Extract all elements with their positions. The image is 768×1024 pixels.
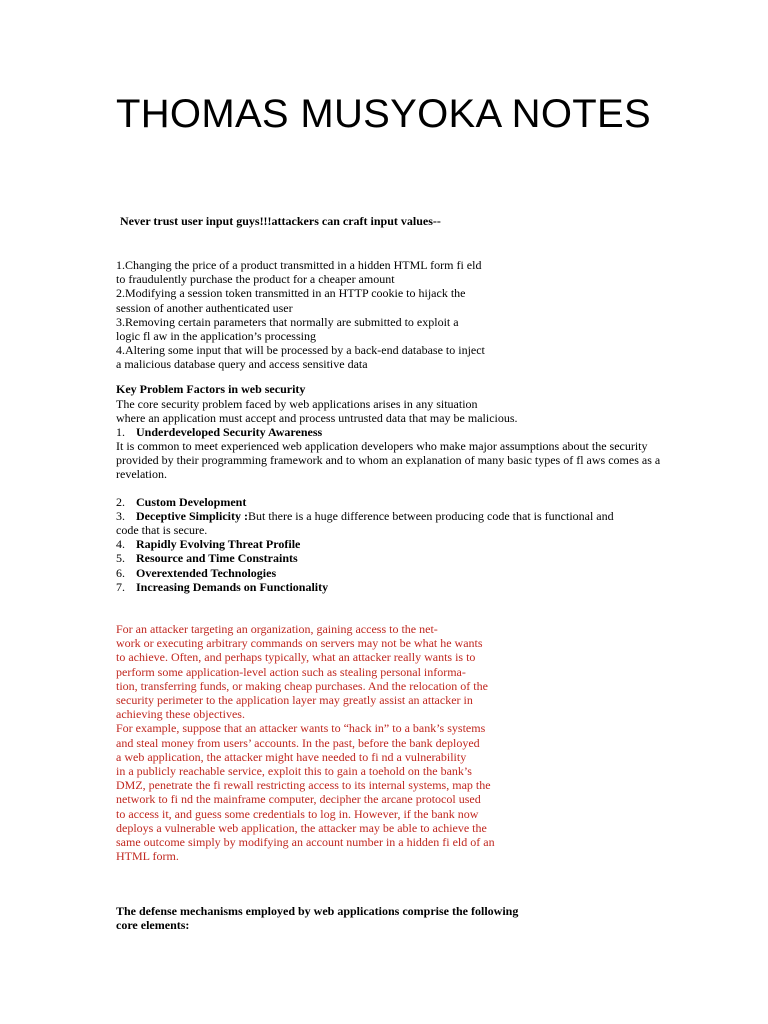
list-line: 3.Removing certain parameters that normally are submitted to exploit a bbox=[116, 314, 459, 329]
factor-4 bbox=[116, 537, 300, 551]
factor-number: 4. bbox=[116, 537, 125, 551]
list-line: 2.Modifying a session token transmitted in an HTTP cookie to hijack the bbox=[116, 286, 466, 301]
list-line: 4.Altering some input that will be processed by a back-end database to inject bbox=[116, 343, 485, 358]
paragraph-line: to access it, and guess some credentials to log in. However, if the bank now bbox=[116, 806, 479, 821]
paragraph-line: deploys a vulnerable web application, the attacker may be able to achieve the bbox=[116, 820, 487, 835]
factor-number: 3. bbox=[116, 509, 125, 523]
key-problems-heading: Key Problem Factors in web security bbox=[116, 382, 306, 396]
heading-line: The defense mechanisms employed by web applications comprise the following bbox=[116, 904, 519, 918]
key-problems-description bbox=[116, 397, 518, 425]
factor-label: Custom Development bbox=[136, 495, 247, 509]
factor-number: 7. bbox=[116, 580, 125, 594]
factor-7 bbox=[116, 580, 328, 594]
page-title: THOMAS MUSYOKA NOTES bbox=[116, 92, 651, 136]
paragraph-line: HTML form. bbox=[116, 849, 179, 864]
paragraph-line: and steal money from users’ accounts. In the past, before the bank deployed bbox=[116, 735, 480, 750]
paragraph-line: same outcome simply by modifying an account number in a hidden fi eld of an bbox=[116, 835, 495, 850]
factor-number: 2. bbox=[116, 495, 125, 509]
paragraph-line: For example, suppose that an attacker wants to “hack in” to a bank’s systems bbox=[116, 721, 486, 736]
paragraph-line: network to fi nd the mainframe computer, decipher the arcane protocol used bbox=[116, 792, 481, 807]
input-attacks-list bbox=[116, 258, 485, 372]
factor-1 bbox=[116, 425, 322, 439]
paragraph-line: a web application, the attacker might have needed to fi nd a vulnerability bbox=[116, 749, 467, 764]
factor-label: Increasing Demands on Functionality bbox=[136, 580, 329, 594]
factor-3-continuation: code that is secure. bbox=[116, 523, 208, 537]
list-line: to fraudulently purchase the product for a cheaper amount bbox=[116, 272, 395, 287]
heading-line: core elements: bbox=[116, 918, 190, 933]
factor-2 bbox=[116, 495, 246, 509]
factor-label: Deceptive Simplicity : bbox=[136, 509, 248, 523]
paragraph-line: work or executing arbitrary commands on servers may not be what he wants bbox=[116, 636, 483, 651]
factor-number: 6. bbox=[116, 566, 125, 580]
factor-5 bbox=[116, 551, 298, 565]
paragraph-line: tion, transferring funds, or making cheap purchases. And the relocation of the bbox=[116, 678, 488, 693]
paragraph-line: achieving these objectives. bbox=[116, 707, 245, 722]
attacker-paragraph bbox=[116, 622, 495, 863]
list-line: session of another authenticated user bbox=[116, 300, 293, 315]
paragraph-line: to achieve. Often, and perhaps typically, what an attacker really wants is to bbox=[116, 650, 476, 665]
paragraph-line: perform some application-level action such as stealing personal informa- bbox=[116, 664, 466, 679]
paragraph-line: For an attacker targeting an organization, gaining access to the net- bbox=[116, 622, 438, 636]
description-line: The core security problem faced by web applications arises in any situation bbox=[116, 397, 478, 411]
factor-3 bbox=[116, 509, 614, 523]
paragraph-line: security perimeter to the application layer may greatly assist an attacker in bbox=[116, 693, 473, 708]
factor-number: 1. bbox=[116, 425, 125, 439]
list-line: 1.Changing the price of a product transmitted in a hidden HTML form fi eld bbox=[116, 258, 482, 272]
paragraph-line: DMZ, penetrate the fi rewall restricting access to its internal systems, map the bbox=[116, 778, 491, 793]
factor-6 bbox=[116, 566, 276, 580]
factor-text: But there is a huge difference between producing code that is functional and bbox=[247, 509, 614, 523]
list-line: a malicious database query and access sensitive data bbox=[116, 357, 368, 372]
factor-label: Underdeveloped Security Awareness bbox=[136, 425, 323, 439]
factor-number: 5. bbox=[116, 551, 125, 565]
factor-label: Resource and Time Constraints bbox=[136, 551, 298, 565]
list-line: logic fl aw in the application’s processing bbox=[116, 329, 316, 344]
paragraph-line: in a publicly reachable service, exploit this to gain a toehold on the bank’s bbox=[116, 764, 472, 779]
factor-label: Rapidly Evolving Threat Profile bbox=[136, 537, 301, 551]
intro-line: Never trust user input guys!!!attackers can craft input values-- bbox=[120, 214, 441, 228]
factor-label: Overextended Technologies bbox=[136, 566, 277, 580]
defense-heading bbox=[116, 904, 518, 932]
factor-1-description: It is common to meet experienced web application developers who make major assumptions about the security provided by their programming framework and to whom an explanation of many basic types of fl aws comes as a revelation. bbox=[116, 439, 661, 482]
description-line: where an application must accept and process untrusted data that may be malicious. bbox=[116, 411, 518, 426]
